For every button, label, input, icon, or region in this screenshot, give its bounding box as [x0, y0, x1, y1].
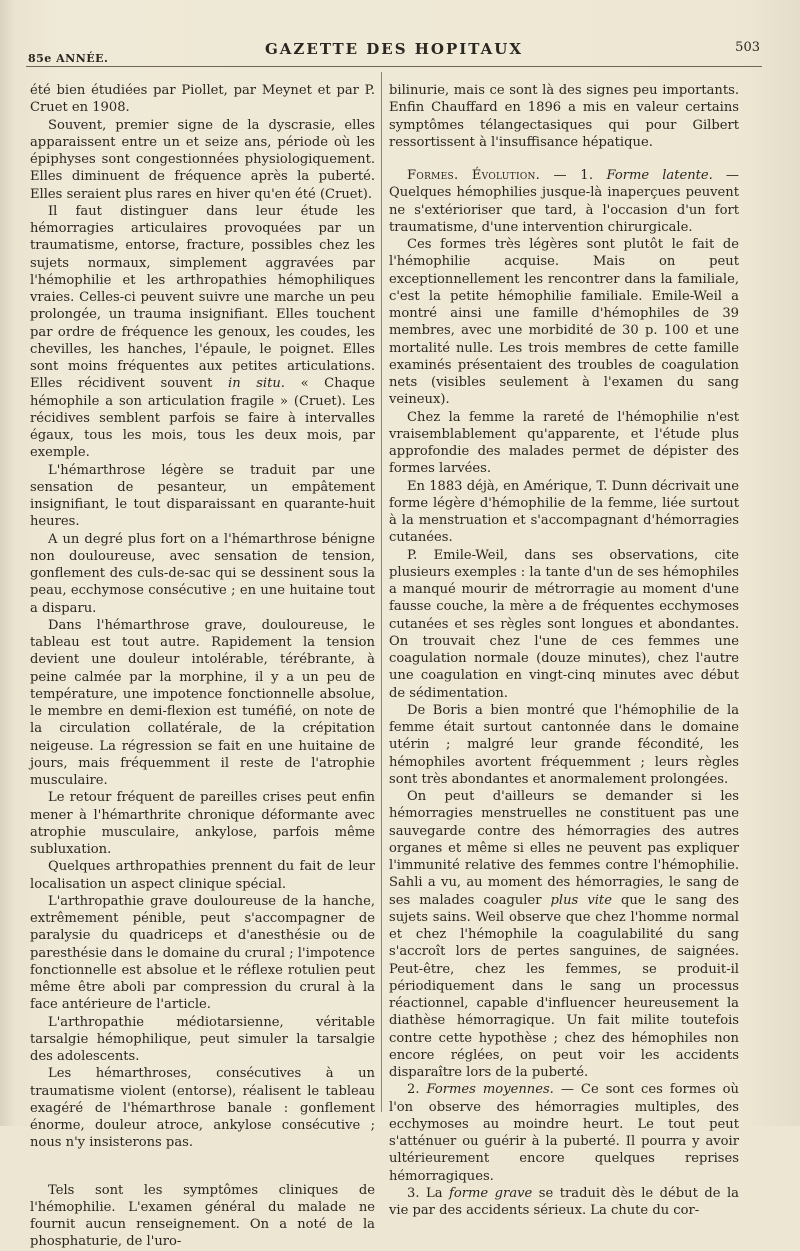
- paragraph: Tels sont les symptômes cliniques de l'hémophilie. L'examen général du malade ne fournit aucun renseignement. On a noté de la phosphaturie, de l'uro-: [30, 1182, 375, 1250]
- paragraph: L'arthropathie grave douloureuse de la hanche, extrêmement pénible, peut s'accompagner de paralysie du quadriceps et d'anesthésie ou de paresthésie dans le domaine du crural ; l'impotence fonctionnelle est absolue et le réflexe rotulien peut même être aboli par compression du crural à la face antérieure de l'article.: [30, 893, 375, 1013]
- paragraph: Le retour fréquent de pareilles crises peut enfin mener à l'hémarthrite chronique déformante avec atrophie musculaire, ankylose, parfois même subluxation.: [30, 790, 375, 857]
- section-heading: Formes. Évolution. — 1.: [407, 168, 594, 183]
- left-column: [30, 82, 375, 1251]
- paragraph: Ces formes très légères sont plutôt le fait de l'hémophilie acquise. Mais on peut exceptionnellement les rencontrer dans la familiale, c'est la petite hémophilie familiale. Emile-Weil a montré ainsi une famille d'hémophiles de 39 membres, avec une morbidité de 30 p. 100 et une mortalité nulle. Les trois membres de cette famille examinés présentaient des troubles de coagulation nets (visibles seulement à l'examen du sang veineux).: [389, 237, 739, 408]
- paragraph: Dans l'hémarthrose grave, douloureuse, le tableau est tout autre. Rapidement la tension devient une douleur intolérable, térébrante, à peine calmée par la morphine, il y a un peu de température, une impotence fonctionnelle absolue, le membre en demi-flexion est tuméfié, on note de la circulation collatérale, de la crépitation neigeuse. La régression se fait en une huitaine de jours, mais fréquemment il reste de l'atrophie musculaire.: [30, 617, 375, 788]
- paragraph-text: — Ce sont ces formes où l'on observe des hémorragies multiples, des ecchymoses au moindre heurt. Le tout peut s'atténuer ou guérir à la puberté. Il pourra y avoir ultérieurement encore quelques reprises hémorragiques.: [389, 1082, 739, 1184]
- column-divider: [381, 72, 382, 1112]
- paragraph: L'arthropathie médiotarsienne, véritable tarsalgie hémophilique, peut simuler la tarsalgie des adolescents.: [30, 1014, 375, 1064]
- page-header: [26, 36, 762, 67]
- page-number: 503: [735, 40, 760, 55]
- paragraph: [389, 1081, 739, 1185]
- paragraph-text: — Quelques hémophilies jusque-là inaperçues peuvent ne s'extérioriser que tard, à l'occasion d'un fort traumatisme, d'une intervention chirurgicale.: [389, 168, 739, 235]
- paragraph-text: On peut d'ailleurs se demander si les hémorragies menstruelles ne constituent pas une sauvegarde contre des hémorragies des autres organes et même si elles ne peuvent pas expliquer l'immunité relative des femmes contre l'hémophilie. Sahli a vu, au moment des hémorragies, le sang de ses malades coaguler: [389, 789, 739, 908]
- paragraph: L'hémarthrose légère se traduit par une sensation de pesanteur, un empâtement insignifiant, le tout disparaissant en quarante-huit heures.: [30, 462, 375, 530]
- list-number: 2.: [407, 1082, 420, 1098]
- paragraph-text: se traduit dès le début de la vie par des accidents sérieux. La chute du cor-: [389, 1185, 739, 1218]
- paragraph: A un degré plus fort on a l'hémarthrose bénigne non douloureuse, avec sensation de tension, gonflement des culs-de-sac qui se dessinent sous la peau, ecchymose consécutive ; en une huitaine tout a disparu.: [30, 531, 375, 616]
- italic-text: Forme latente.: [606, 168, 713, 183]
- italic-text: forme grave: [449, 1185, 533, 1201]
- paragraph: De Boris a bien montré que l'hémophilie de la femme était surtout cantonnée dans le domaine utérin ; malgré leur grande fécondité, les hémophiles avortent fréquemment ; leurs règles sont très abondantes et anormalement prolongées.: [389, 702, 739, 787]
- italic-text: Formes moyennes.: [426, 1082, 554, 1098]
- journal-title: GAZETTE DES HOPITAUX: [264, 40, 523, 58]
- right-column: [389, 82, 739, 1219]
- italic-text: in situ.: [228, 376, 285, 392]
- paragraph: bilinurie, mais ce sont là des signes peu importants. Enfin Chauffard en 1896 a mis en valeur certains symptômes télangectasiques qui pour Gilbert ressortissent à l'insuffisance hépatique.: [389, 83, 739, 150]
- paragraph-text: Il faut distinguer dans leur étude les hémorragies articulaires provoquées par un traumatisme, entorse, fracture, possibles chez les sujets normaux, simplement aggravées par l'hémophilie et les arthropathies hémophiliques vraies. Celles-ci peuvent suivre une marche un peu prolongée, un trauma insignifiant. Elles touchent par ordre de fréquence les genoux, les coudes, les chevilles, les hanches, l'épaule, le poignet. Elles sont moins fréquentes aux petites articulations. Elles récidivent souvent: [30, 203, 375, 392]
- paragraph: Souvent, premier signe de la dyscrasie, elles apparaissent entre un et seize ans, période où les épiphyses sont congestionnées physiologiquement. Elles diminuent de fréquence après la puberté. Elles seraient plus rares en hiver qu'en été (Cruet).: [30, 117, 375, 202]
- paragraph: été bien étudiées par Piollet, par Meynet et par P. Cruet en 1908.: [30, 83, 375, 116]
- volume-year: 85e ANNÉE.: [28, 52, 109, 65]
- paragraph: [30, 203, 375, 462]
- paragraph: [389, 1185, 739, 1220]
- paragraph: P. Emile-Weil, dans ses observations, cite plusieurs exemples : la tante d'un de ses hémophiles a manqué mourir de métrorragie au moment d'une fausse couche, la mère a de fréquentes ecchymoses cutanées et ses règles sont longues et abondantes. On trouvait chez l'une de ces femmes une coagulation normale (douze minutes), chez l'autre une coagulation en vingt-cinq minutes avec début de sédimentation.: [389, 547, 739, 701]
- paragraph: Les hémarthroses, consécutives à un traumatisme violent (entorse), réalisent le tableau exagéré de l'hémarthrose banale : gonflement énorme, douleur atroce, ankylose consécutive ; nous n'y insisterons pas.: [30, 1066, 375, 1151]
- list-number: 3. La: [407, 1185, 443, 1201]
- paragraph: Chez la femme la rareté de l'hémophilie n'est vraisemblablement qu'apparente, et l'étude plus approfondie des malades permet de dépister des formes larvées.: [389, 409, 739, 477]
- paragraph-text: « Chaque hémophile a son articulation fragile » (Cruet). Les récidives semblent parfois se faire à intervalles égaux, tous les mois, tous les deux mois, par exemple.: [30, 376, 375, 461]
- paragraph-text: que le sang des sujets sains. Weil observe que chez l'homme normal et chez l'hémophile la coagulabilité du sang s'accroît lors de pertes sanguines, de saignées. Peut-être, chez les femmes, se produit-il périodiquement dans le sang un processus réactionnel, capable d'influencer heureusement la diathèse hémorragique. Un fait milite toutefois contre cette hypothèse ; chez des hémophiles non encore réglées, on peut voir les accidents disparaître lors de la puberté.: [389, 892, 739, 1080]
- paragraph: En 1883 déjà, en Amérique, T. Dunn décrivait une forme légère d'hémophilie de la femme, liée surtout à la menstruation et s'accompagnant d'hémorragies cutanées.: [389, 478, 739, 546]
- italic-text: plus vite: [550, 892, 612, 908]
- paragraph: Quelques arthropathies prennent du fait de leur localisation un aspect clinique spécial.: [30, 859, 375, 892]
- section-forms: [389, 167, 739, 236]
- paragraph: [389, 788, 739, 1081]
